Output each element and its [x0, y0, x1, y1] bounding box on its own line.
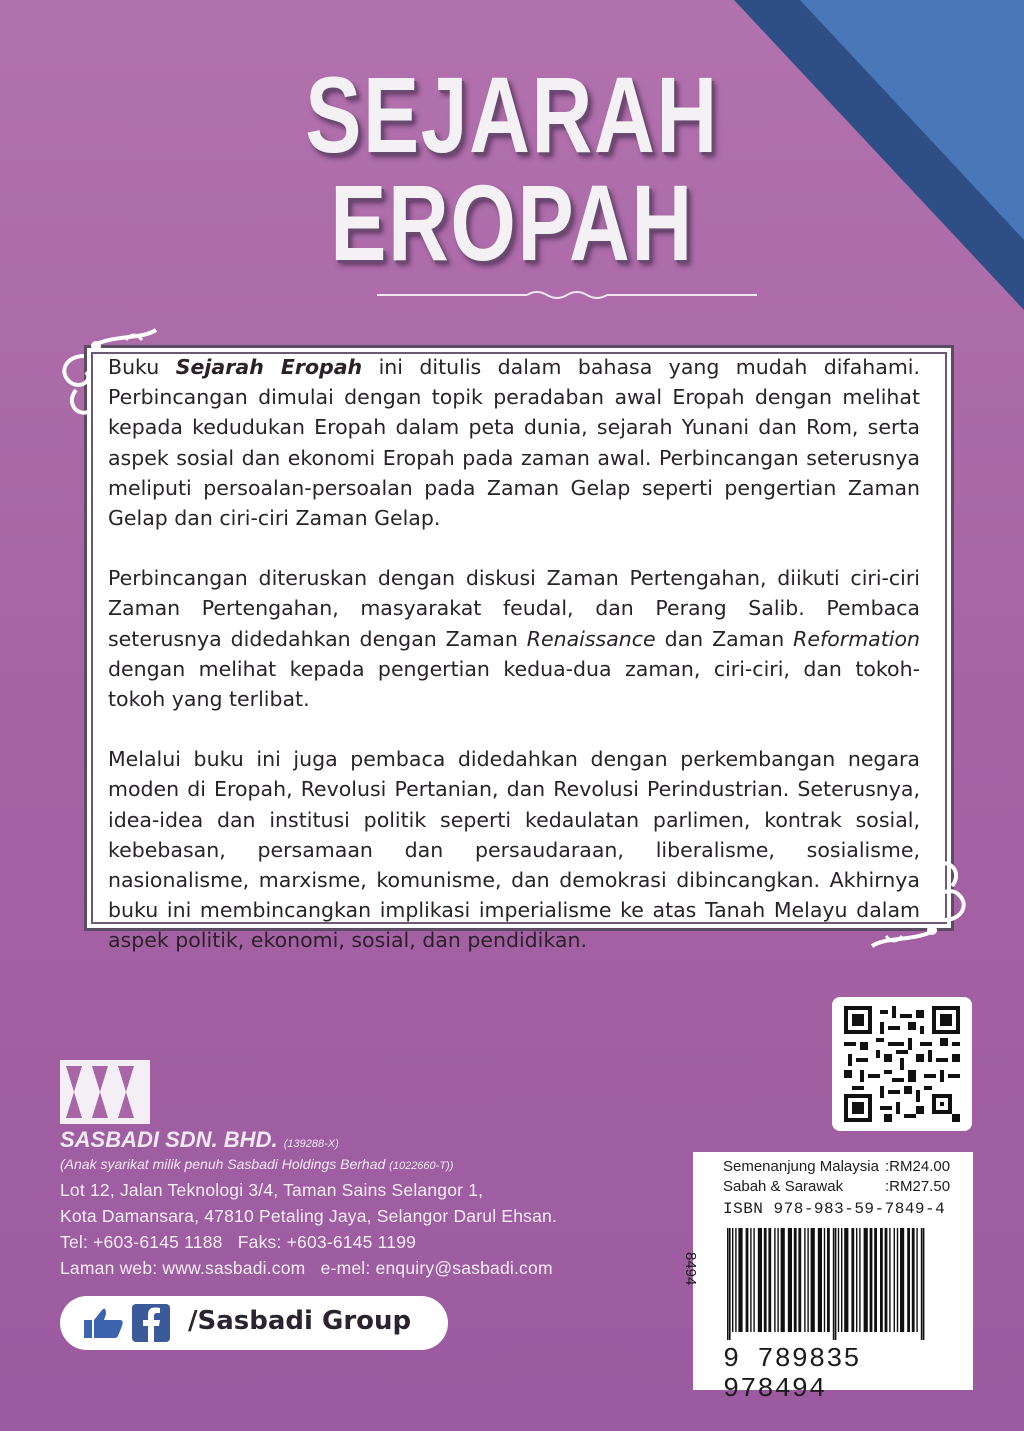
barcode-bar [818, 1228, 822, 1332]
barcode-bar [912, 1228, 915, 1332]
barcode-bar [732, 1228, 733, 1332]
barcode-bar [811, 1228, 815, 1332]
barcode-bar [897, 1228, 898, 1332]
facebook-icon [132, 1304, 170, 1342]
barcode-bar [889, 1228, 890, 1332]
barcode-bar [807, 1228, 808, 1332]
blurb-paragraph-2 [108, 563, 920, 714]
publisher-subsidiary-text: (Anak syarikat milik penuh Sasbadi Holdings Berhad [60, 1156, 386, 1172]
barcode-bar [738, 1228, 742, 1332]
publisher-reg-no: (139288-X) [283, 1138, 339, 1150]
barcode-bar [729, 1228, 731, 1340]
barcode-bar [894, 1228, 895, 1332]
barcode-bar [798, 1228, 801, 1332]
publisher-subsidiary [60, 1156, 453, 1172]
barcode-bar [833, 1228, 835, 1340]
book-title-line2: EROPAH [330, 162, 694, 283]
barcode-image [725, 1228, 961, 1340]
barcode-bar [781, 1228, 785, 1332]
barcode-bar [827, 1228, 830, 1332]
price-region-peninsular: Semenanjung Malaysia [723, 1158, 879, 1175]
price-value-peninsular: :RM24.00 [885, 1158, 951, 1175]
blurb-term-reformation: Reformation [793, 626, 920, 651]
barcode-bar [923, 1228, 925, 1340]
barcode-bar [921, 1228, 923, 1340]
barcode-digits: 9 789835 978494 [723, 1345, 861, 1405]
barcode-side-code: 8494 [682, 1252, 699, 1286]
barcode-bar [859, 1228, 860, 1332]
blurb-text [108, 352, 920, 956]
publisher-name-text: SASBADI SDN. BHD. [60, 1127, 278, 1152]
facebook-page-label: /Sasbadi Group [188, 1306, 412, 1336]
facebook-page-badge[interactable] [60, 1296, 448, 1350]
price-value-sabah-sarawak: :RM27.50 [885, 1178, 951, 1195]
barcode-bar [764, 1228, 767, 1332]
price-region-sabah-sarawak: Sabah & Sarawak [723, 1178, 844, 1195]
barcode-bar [774, 1228, 775, 1332]
title-divider-ornament [377, 291, 757, 299]
barcode-bar [746, 1228, 749, 1332]
publisher-subsidiary-no: (1022660-T)) [389, 1160, 454, 1172]
blurb-p1-body: ini ditulis dalam bahasa yang mudah difahami. Perbincangan dimulai dengan topik peradaban awal Eropah dengan melihat kepada kedudukan Eropah dalam peta dunia, sejarah Yunani dan Rom, serta aspek sosial dan ekonomi Eropah pada zaman awal. Perbincangan seterusnya meliputi persoalan-persoalan pada Zaman Gelap seperti pengertian Zaman Gelap dan ciri-ciri Zaman Gelap. [108, 355, 920, 531]
barcode-bar [870, 1228, 873, 1332]
barcode-bar [727, 1228, 729, 1340]
blurb-paragraph-3: Melalui buku ini juga pembaca didedahkan dengan perkembangan negara moden di Eropah, Revolusi Pertanian, dan Revolusi Perindustrian. Seterusnya, idea-idea dan institusi politik seperti kedaulatan parlimen, kontrak sosial, kebebasan, persamaan dan persaudaraan, liberalisme, sosialisme, nasionalisme, marxisme, komunisme, dan demokrasi dibincangkan. Akhirnya buku ini membincangkan implikasi imperialisme ke atas Tanah Melayu dalam aspek politik, ekonomi, sosial, dan pendidikan. [108, 747, 920, 953]
price-barcode-box [682, 1152, 973, 1405]
barcode-bar [885, 1228, 888, 1332]
barcode-bar [874, 1228, 877, 1332]
barcode-bar [900, 1228, 904, 1332]
thumbs-up-icon [82, 1306, 126, 1340]
barcode-bar [841, 1228, 842, 1332]
barcode-bar [824, 1228, 825, 1332]
barcode-bar [788, 1228, 792, 1332]
price-row-peninsular [723, 1158, 951, 1175]
barcode-bar [794, 1228, 797, 1332]
barcode-bar [804, 1228, 805, 1332]
blurb-book-title: Sejarah Eropah [175, 355, 363, 379]
price-row-sabah-sarawak [723, 1178, 951, 1195]
publisher-address-line2: Kota Damansara, 47810 Petaling Jaya, Selangor Darul Ehsan. [60, 1206, 558, 1226]
barcode-bar [880, 1228, 883, 1332]
book-title-line1: SEJARAH [305, 54, 719, 175]
sasbadi-logo [60, 1060, 150, 1124]
blurb-paragraph-1 [108, 352, 920, 533]
isbn-text: ISBN 978-983-59-7849-4 [723, 1200, 946, 1218]
barcode-bar [838, 1228, 839, 1332]
blurb-p2-end: dengan melihat kepada pengertian kedua-dua zaman, ciri-ciri, dan tokoh-tokoh yang terlibat. [108, 656, 920, 712]
barcode-bar [758, 1228, 762, 1332]
barcode-bar [777, 1228, 778, 1332]
publisher-web-email: Laman web: www.sasbadi.com e-mel: enquiry@sasbadi.com [60, 1258, 553, 1278]
blurb-term-renaissance: Renaissance [526, 626, 656, 651]
barcode-bar [907, 1228, 910, 1332]
publisher-address-line1: Lot 12, Jalan Teknologi 3/4, Taman Sains Selangor 1, [60, 1180, 484, 1200]
blurb-p1-lead: Buku [108, 355, 176, 379]
blurb-p2-lead: Perbincangan diteruskan dengan diskusi Zaman Pertengahan, diikuti ciri-ciri Zaman Pertengahan, masyarakat feudal, dan Perang Salib. Pembaca seterusnya didedahkan dengan Zaman [108, 566, 920, 651]
barcode-bar [851, 1228, 854, 1332]
barcode-bar [753, 1228, 754, 1332]
qr-code [832, 997, 972, 1131]
barcode-bar [768, 1228, 771, 1332]
barcode-bar [750, 1228, 751, 1332]
barcode-bar [835, 1228, 837, 1340]
qr-code-icon [844, 1006, 960, 1122]
barcode-bar [916, 1228, 917, 1332]
barcode-bar [735, 1228, 736, 1332]
blurb-p2-mid: dan Zaman [655, 626, 794, 651]
barcode-bar [856, 1228, 857, 1332]
barcode-bar [844, 1228, 848, 1332]
barcode-bar [864, 1228, 868, 1332]
publisher-phone-fax: Tel: +603-6145 1188 Faks: +603-6145 1199 [60, 1232, 417, 1252]
publisher-name [60, 1127, 339, 1153]
